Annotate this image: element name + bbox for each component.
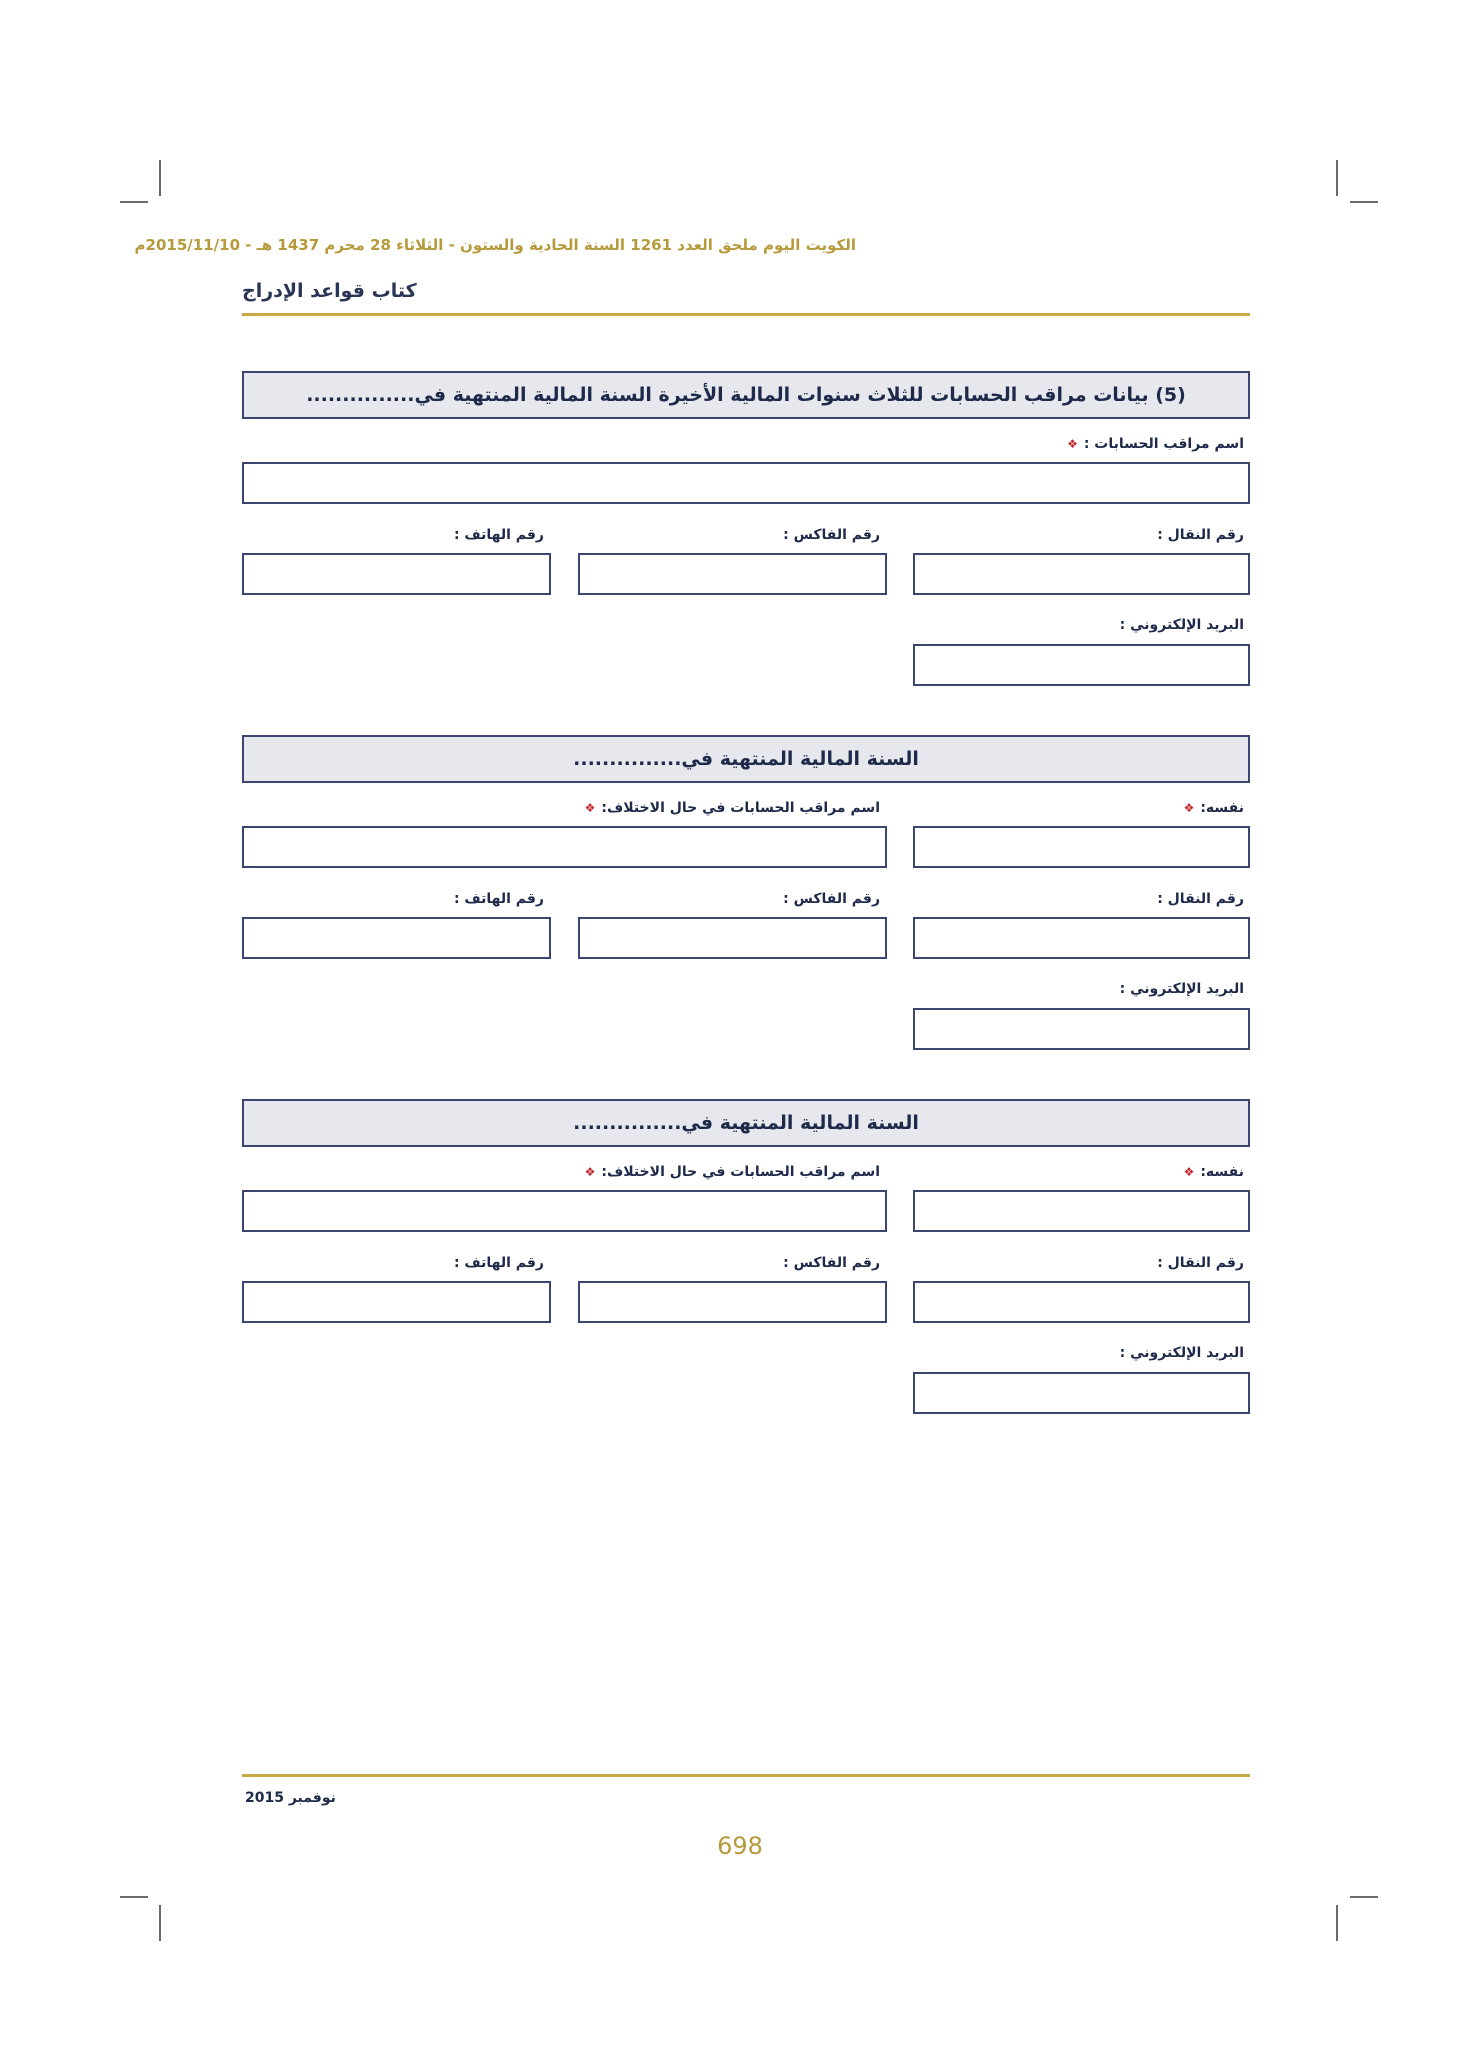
section-title: السنة المالية المنتهية في...............: [242, 735, 1250, 783]
fax-field[interactable]: [578, 917, 887, 959]
page-number: 698: [717, 1832, 763, 1860]
auditor-name-if-different-field[interactable]: [242, 826, 887, 868]
phone-field[interactable]: [242, 917, 551, 959]
auditor-name-label: اسم مراقب الحسابات :❖: [1067, 436, 1244, 452]
crop-mark: [1336, 160, 1338, 196]
required-marker-icon: ❖: [584, 1165, 596, 1179]
mobile-label: رقم النقال :: [1157, 891, 1244, 907]
phone-label: رقم الهاتف :: [453, 527, 544, 543]
section-title: السنة المالية المنتهية في...............: [242, 1099, 1250, 1147]
same-auditor-label: نفسه:❖: [1183, 1164, 1244, 1180]
required-marker-icon: ❖: [1067, 437, 1078, 451]
email-label: البريد الإلكتروني :: [1119, 617, 1244, 633]
auditor-name-if-different-field[interactable]: [242, 1190, 887, 1232]
crop-mark: [1336, 1905, 1338, 1941]
fax-field[interactable]: [578, 553, 887, 595]
fax-label: رقم الفاكس :: [783, 527, 880, 543]
email-label: البريد الإلكتروني :: [1119, 981, 1244, 997]
crop-mark: [1350, 1896, 1378, 1898]
book-title: كتاب قواعد الإدراج: [242, 280, 417, 302]
email-label: البريد الإلكتروني :: [1119, 1345, 1244, 1361]
crop-mark: [120, 201, 148, 203]
required-marker-icon: ❖: [1183, 801, 1195, 815]
required-marker-icon: ❖: [1183, 1165, 1195, 1179]
fax-label: رقم الفاكس :: [783, 1255, 880, 1271]
phone-label: رقم الهاتف :: [453, 891, 544, 907]
mobile-label: رقم النقال :: [1157, 527, 1244, 543]
phone-label: رقم الهاتف :: [453, 1255, 544, 1271]
footer-rule: [242, 1774, 1250, 1777]
footer-date: نوفمبر 2015: [245, 1790, 336, 1806]
same-auditor-label: نفسه:❖: [1183, 800, 1244, 816]
crop-mark: [120, 1896, 148, 1898]
mobile-field[interactable]: [913, 553, 1250, 595]
email-field[interactable]: [913, 1372, 1250, 1414]
email-field[interactable]: [913, 644, 1250, 686]
crop-mark: [159, 160, 161, 196]
required-marker-icon: ❖: [584, 801, 596, 815]
auditor-name-if-different-label: اسم مراقب الحسابات في حال الاختلاف:❖: [584, 800, 880, 816]
running-head: الكويت اليوم ملحق العدد 1261 السنة الحادية والستون - الثلاثاء 28 محرم 1437 هـ - 2015/11/10م: [134, 236, 856, 254]
header-rule: [242, 313, 1250, 316]
mobile-field[interactable]: [913, 917, 1250, 959]
email-field[interactable]: [913, 1008, 1250, 1050]
mobile-field[interactable]: [913, 1281, 1250, 1323]
phone-field[interactable]: [242, 553, 551, 595]
mobile-label: رقم النقال :: [1157, 1255, 1244, 1271]
section-title: (5) بيانات مراقب الحسابات للثلاث سنوات المالية الأخيرة السنة المالية المنتهية في...............: [242, 371, 1250, 419]
fax-field[interactable]: [578, 1281, 887, 1323]
same-auditor-field[interactable]: [913, 1190, 1250, 1232]
crop-mark: [1350, 201, 1378, 203]
fax-label: رقم الفاكس :: [783, 891, 880, 907]
phone-field[interactable]: [242, 1281, 551, 1323]
auditor-name-field[interactable]: [242, 462, 1250, 504]
crop-mark: [159, 1905, 161, 1941]
same-auditor-field[interactable]: [913, 826, 1250, 868]
auditor-name-if-different-label: اسم مراقب الحسابات في حال الاختلاف:❖: [584, 1164, 880, 1180]
